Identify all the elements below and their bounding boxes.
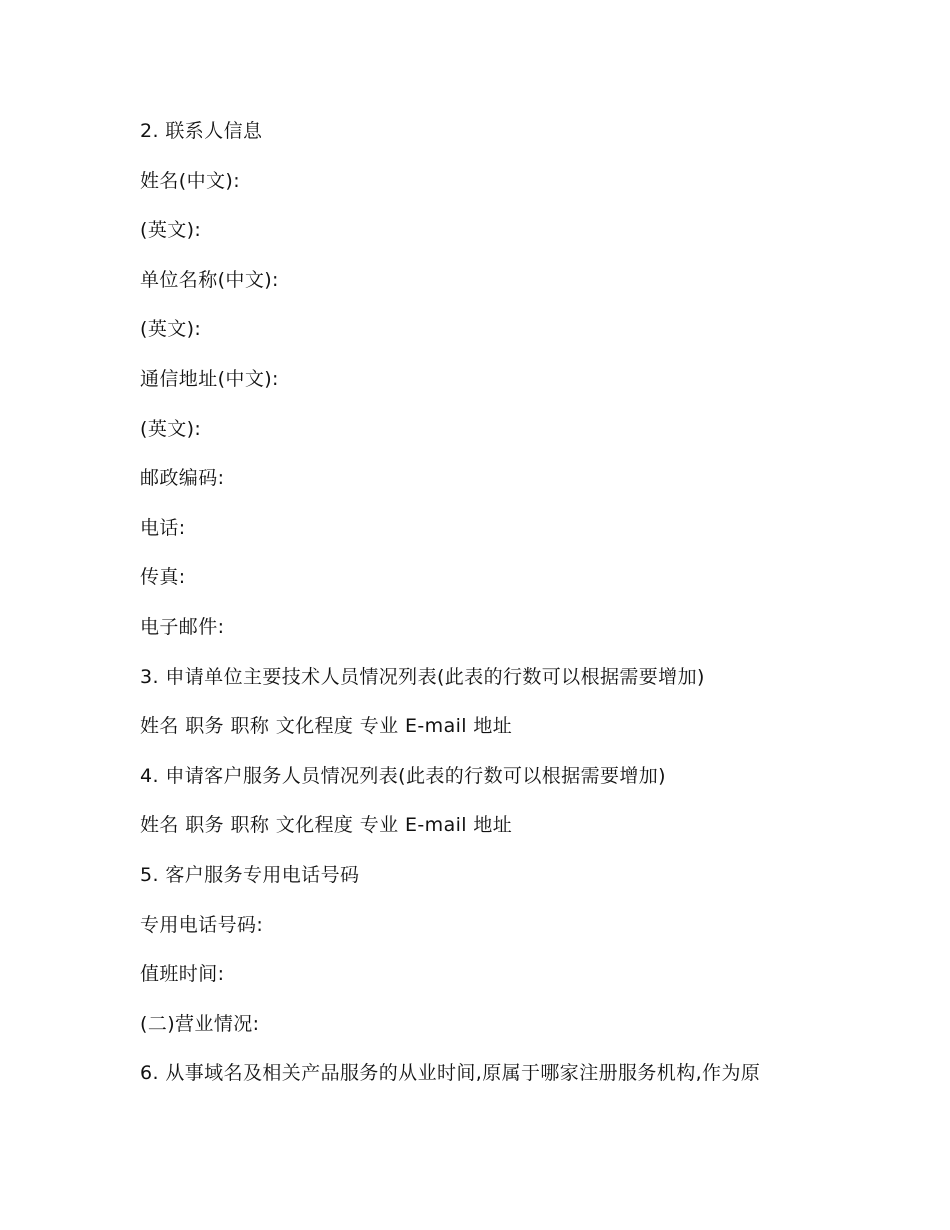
section-heading-tech-staff: 3. 申请单位主要技术人员情况列表(此表的行数可以根据需要增加) — [140, 665, 705, 688]
field-org-name-chinese: 单位名称(中文): — [140, 268, 279, 291]
field-postal-code: 邮政编码: — [140, 467, 225, 490]
field-email: 电子邮件: — [140, 615, 225, 638]
section-heading-service-staff: 4. 申请客户服务人员情况列表(此表的行数可以根据需要增加) — [140, 764, 666, 787]
field-duty-hours: 值班时间: — [140, 963, 225, 986]
field-address-chinese: 通信地址(中文): — [140, 367, 279, 390]
field-name-english: (英文): — [140, 219, 202, 242]
section-heading-contact-info: 2. 联系人信息 — [140, 120, 263, 142]
service-staff-table-header: 姓名 职务 职称 文化程度 专业 E-mail 地址 — [140, 814, 513, 837]
field-address-english: (英文): — [140, 417, 202, 440]
section-heading-service-phone: 5. 客户服务专用电话号码 — [140, 863, 360, 886]
section-heading-business: (二)营业情况: — [140, 1012, 260, 1035]
field-dedicated-phone: 专用电话号码: — [140, 913, 264, 936]
field-name-chinese: 姓名(中文): — [140, 169, 241, 192]
section-heading-experience: 6. 从事域名及相关产品服务的从业时间,原属于哪家注册服务机构,作为原 — [140, 1062, 761, 1085]
field-fax: 传真: — [140, 566, 186, 589]
field-org-name-english: (英文): — [140, 318, 202, 341]
document-body — [140, 117, 840, 1109]
field-phone: 电话: — [140, 516, 186, 539]
tech-staff-table-header: 姓名 职务 职称 文化程度 专业 E-mail 地址 — [140, 715, 513, 738]
